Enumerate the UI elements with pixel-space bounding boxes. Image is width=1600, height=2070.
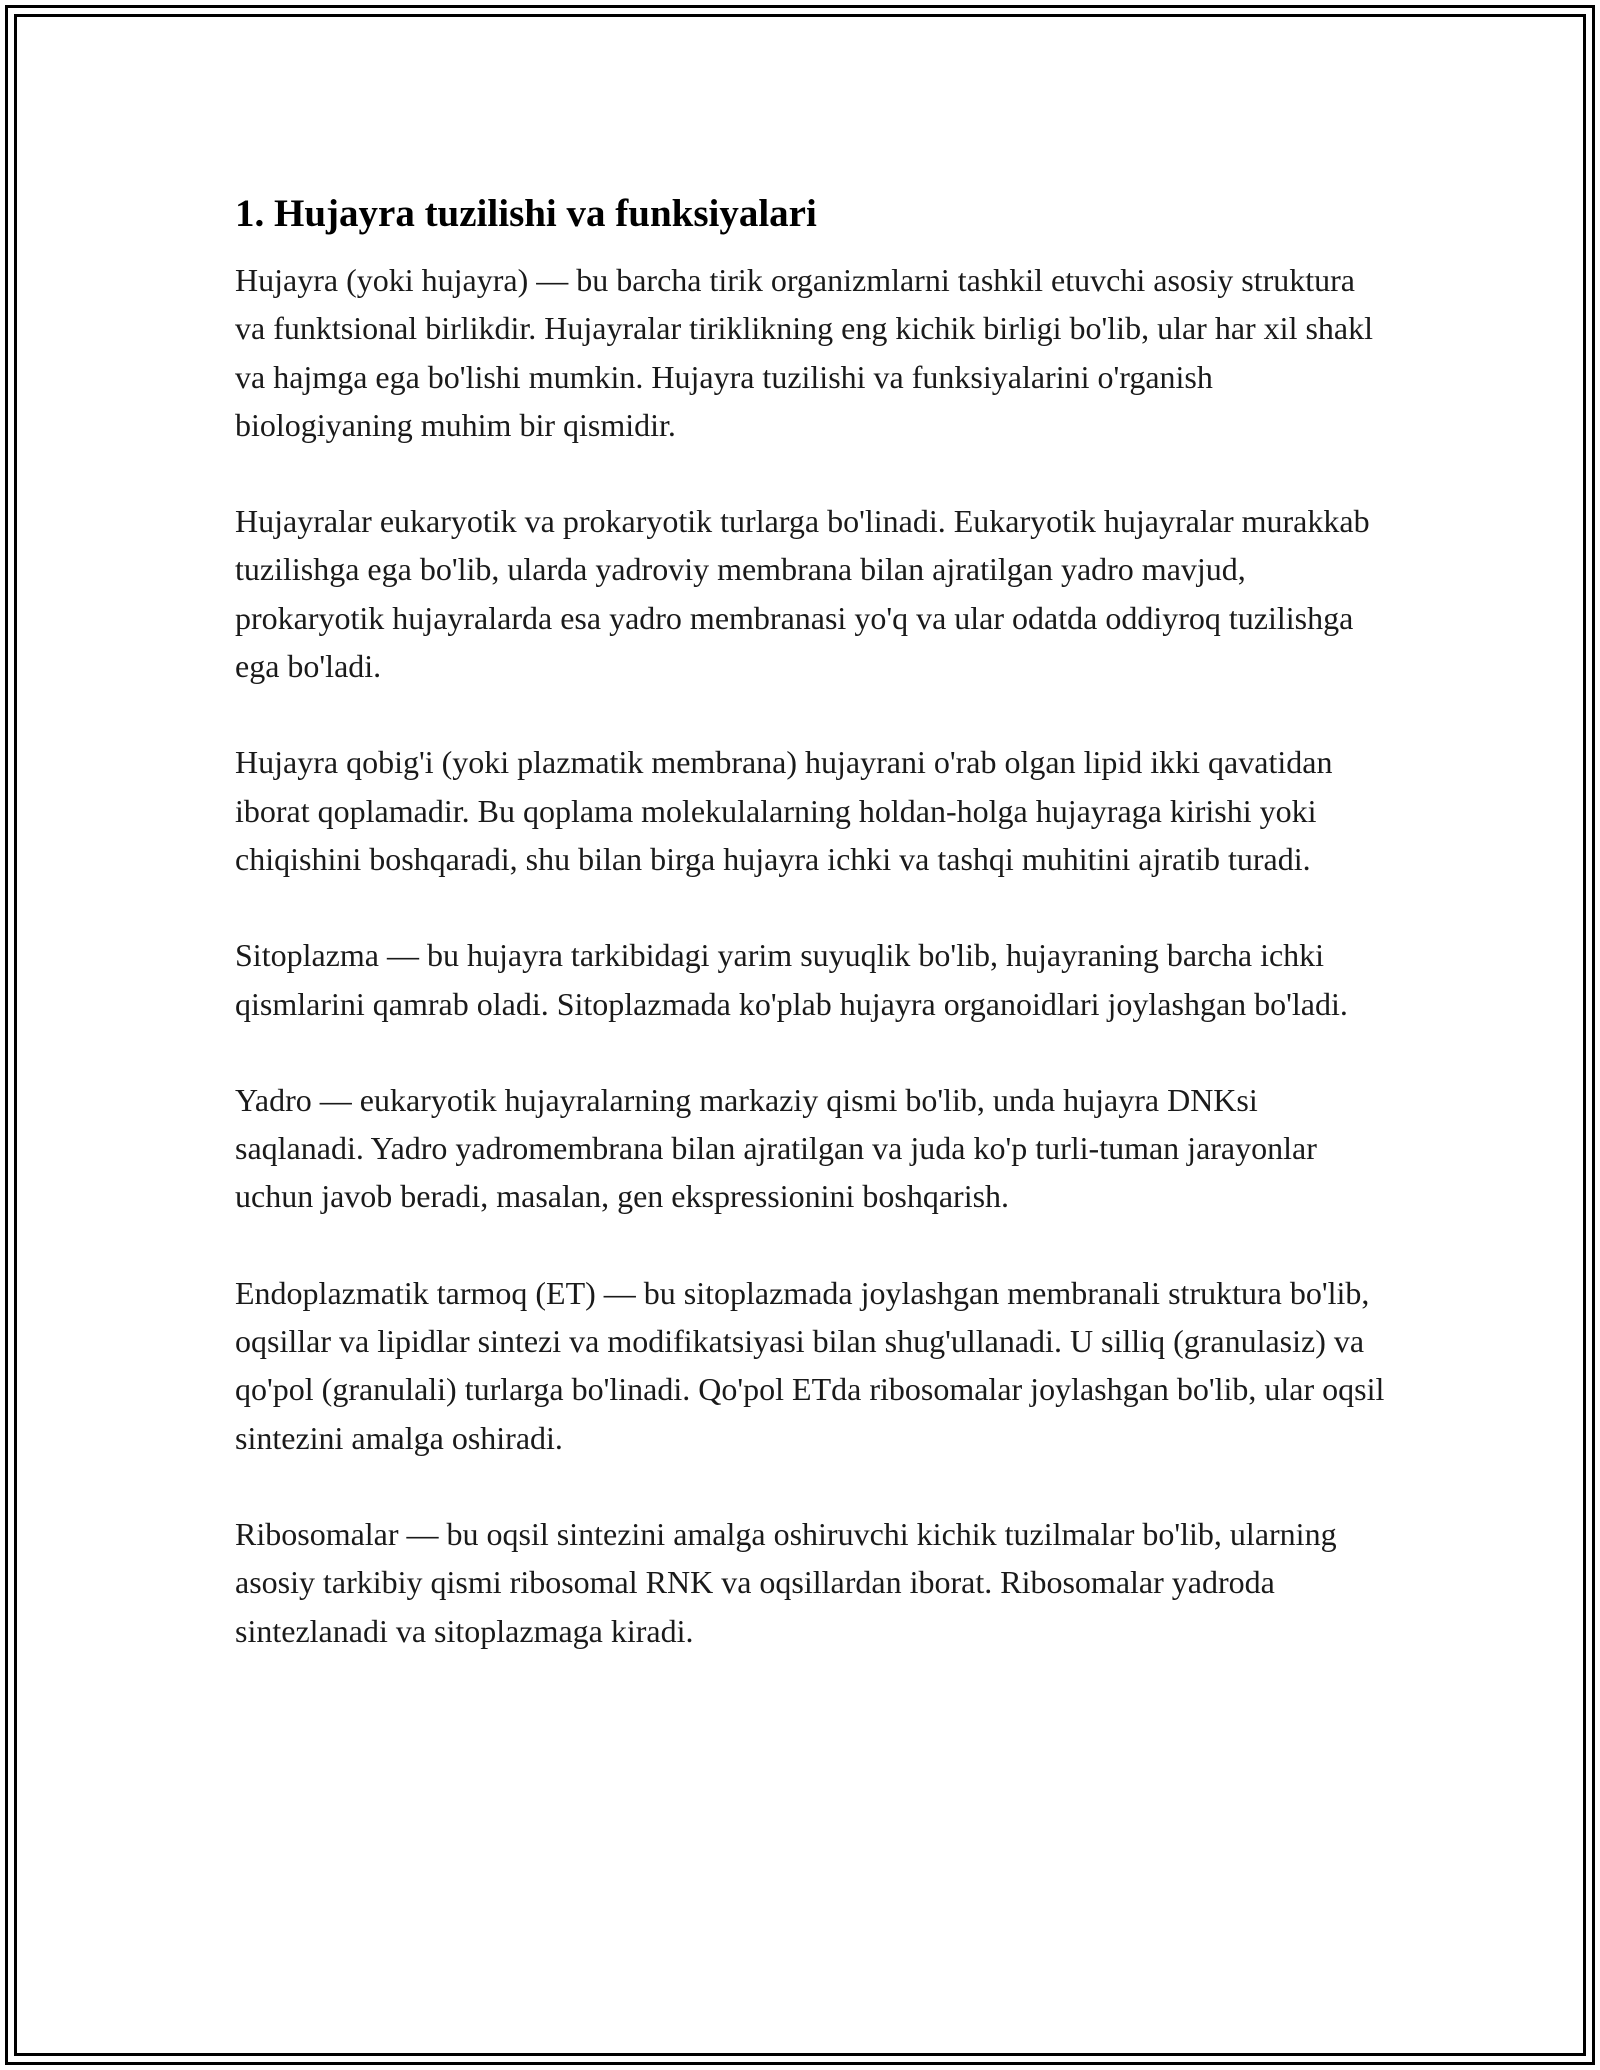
paragraph-cytoplasm: Sitoplazma — bu hujayra tarkibidagi yarim suyuqlik bo'lib, hujayraning barcha ichki qismlarini qamrab oladi. Sitoplazmada ko'plab hujayra organoidlari joylashgan bo'ladi.: [235, 937, 1348, 1022]
section-heading: 1. Hujayra tuzilishi va funksiyalari: [235, 192, 817, 235]
paragraph-eukaryotic-prokaryotic: Hujayralar eukaryotik va prokaryotik turlarga bo'linadi. Eukaryotik hujayralar murakkab tuzilishga ega bo'lib, ularda yadroviy membrana bilan ajratilgan yadro mavjud, prokaryotik hujayralarda esa yadro membranasi yo'q va ular odatda oddiyroq tuzilishga ega bo'ladi.: [235, 503, 1370, 685]
paragraph-hujayra-definition: Hujayra (yoki hujayra) — bu barcha tirik organizmlarni tashkil etuvchi asosiy struktura va funktsional birlikdir. Hujayralar tiriklikning eng kichik birligi bo'lib, ular har xil shakl va hajmga ega bo'lishi mumkin. Hujayra tuzilishi va funksiyalarini o'rganish biologiyaning muhim bir qismidir.: [235, 262, 1373, 443]
paragraph-endoplasmic-reticulum: Endoplazmatik tarmoq (ET) — bu sitoplazmada joylashgan membranali struktura bo'lib, oqsillar va lipidlar sintezi va modifikatsiyasi bilan shug'ullanadi. U silliq (granulasiz) va qo'pol (granulali) turlarga bo'linadi. Qo'pol ETda ribosomalar joylashgan bo'lib, ular oqsil sintezini amalga oshiradi.: [235, 1274, 1385, 1456]
document-body: [235, 188, 1385, 1703]
paragraph-ribosomes: Ribosomalar — bu oqsil sintezini amalga oshiruvchi kichik tuzilmalar bo'lib, ularning asosiy tarkibiy qismi ribosomal RNK va oqsillardan iborat. Ribosomalar yadroda sintezlanadi va sitoplazmaga kiradi.: [235, 1515, 1337, 1649]
paragraph-nucleus: Yadro — eukaryotik hujayralarning markaziy qismi bo'lib, unda hujayra DNKsi saqlanadi. Yadro yadromembrana bilan ajratilgan va juda ko'p turli-tuman jarayonlar uchun javob beradi, masalan, gen ekspressionini boshqarish.: [235, 1081, 1317, 1215]
paragraph-plasma-membrane: Hujayra qobig'i (yoki plazmatik membrana) hujayrani o'rab olgan lipid ikki qavatidan iborat qoplamadir. Bu qoplama molekulalarning holdan-holga hujayraga kirishi yoki chiqishini boshqaradi, shu bilan birga hujayra ichki va tashqi muhitini ajratib turadi.: [235, 744, 1333, 877]
